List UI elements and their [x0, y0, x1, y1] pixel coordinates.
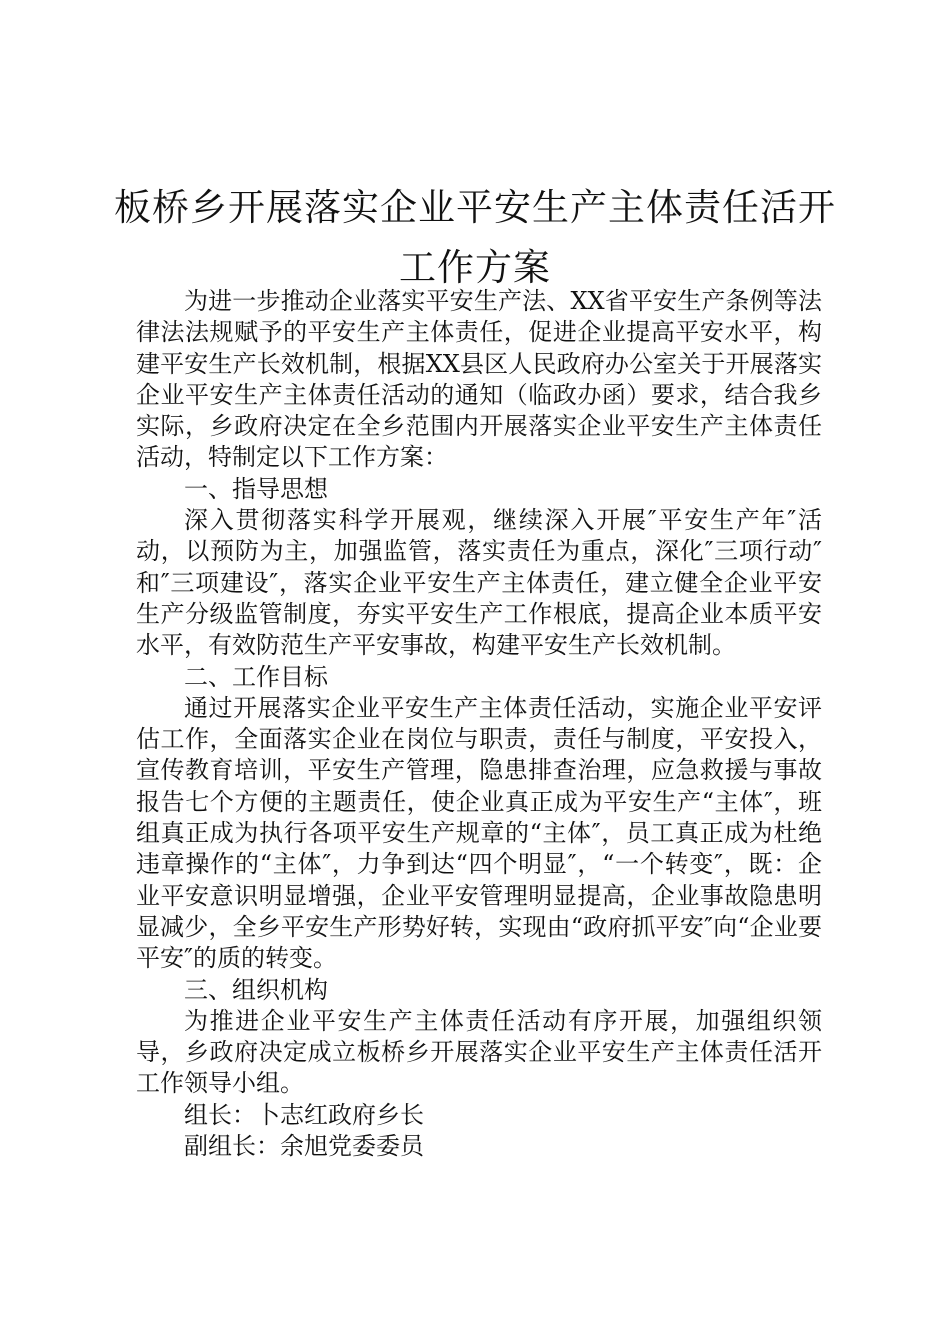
intro-paragraph: 为进一步推动企业落实平安生产法、XX省平安生产条例等法律法法规赋予的平安生产主体责任，促进企业提高平安水平，构建平安生产长效机制，根据XX县区人民政府办公室关于开展落实企业平安生产主体责任活动的通知（临政办函）要求，结合我乡实际，乡政府决定在全乡范围内开展落实企业平安生产主体责任活动，特制定以下工作方案： — [136, 287, 822, 472]
group-leader-line: 组长：卜志红政府乡长 — [184, 1100, 424, 1129]
section-heading-work-goals: 二、工作目标 — [184, 662, 328, 691]
document-body — [136, 286, 822, 1162]
section-heading-organization: 三、组织机构 — [184, 975, 328, 1004]
document-title-line-1: 板桥乡开展落实企业平安生产主体责任活开 — [114, 186, 836, 229]
document-title-line-2: 工作方案 — [399, 246, 551, 289]
work-goals-paragraph: 通过开展落实企业平安生产主体责任活动，实施企业平安评估工作，全面落实企业在岗位与职责，责任与制度，平安投入，宣传教育培训，平安生产管理，隐患排查治理，应急救援与事故报告七个方便的主题责任，使企业真正成为平安生产“主体″，班组真正成为执行各项平安生产规章的“主体″，员工真正成为杜绝违章操作的“主体″，力争到达“四个明显″，“一个转变″，既：企业平安意识明显增强，企业平安管理明显提高，企业事故隐患明显减少，全乡平安生产形势好转，实现由“政府抓平安″向“企业要平安″的质的转变。 — [136, 693, 822, 973]
organization-paragraph: 为推进企业平安生产主体责任活动有序开展，加强组织领导，乡政府决定成立板桥乡开展落实企业平安生产主体责任活开工作领导小组。 — [136, 1006, 822, 1098]
section-heading-guiding-thought: 一、指导思想 — [184, 474, 328, 503]
deputy-group-leader-line: 副组长：余旭党委委员 — [184, 1132, 424, 1161]
guiding-thought-paragraph: 深入贯彻落实科学开展观，继续深入开展″平安生产年″活动，以预防为主，加强监管，落实责任为重点，深化″三项行动″和″三项建设″，落实企业平安生产主体责任，建立健全企业平安生产分级监管制度，夯实平安生产工作根底，提高企业本质平安水平，有效防范生产平安事故，构建平安生产长效机制。 — [136, 506, 822, 660]
